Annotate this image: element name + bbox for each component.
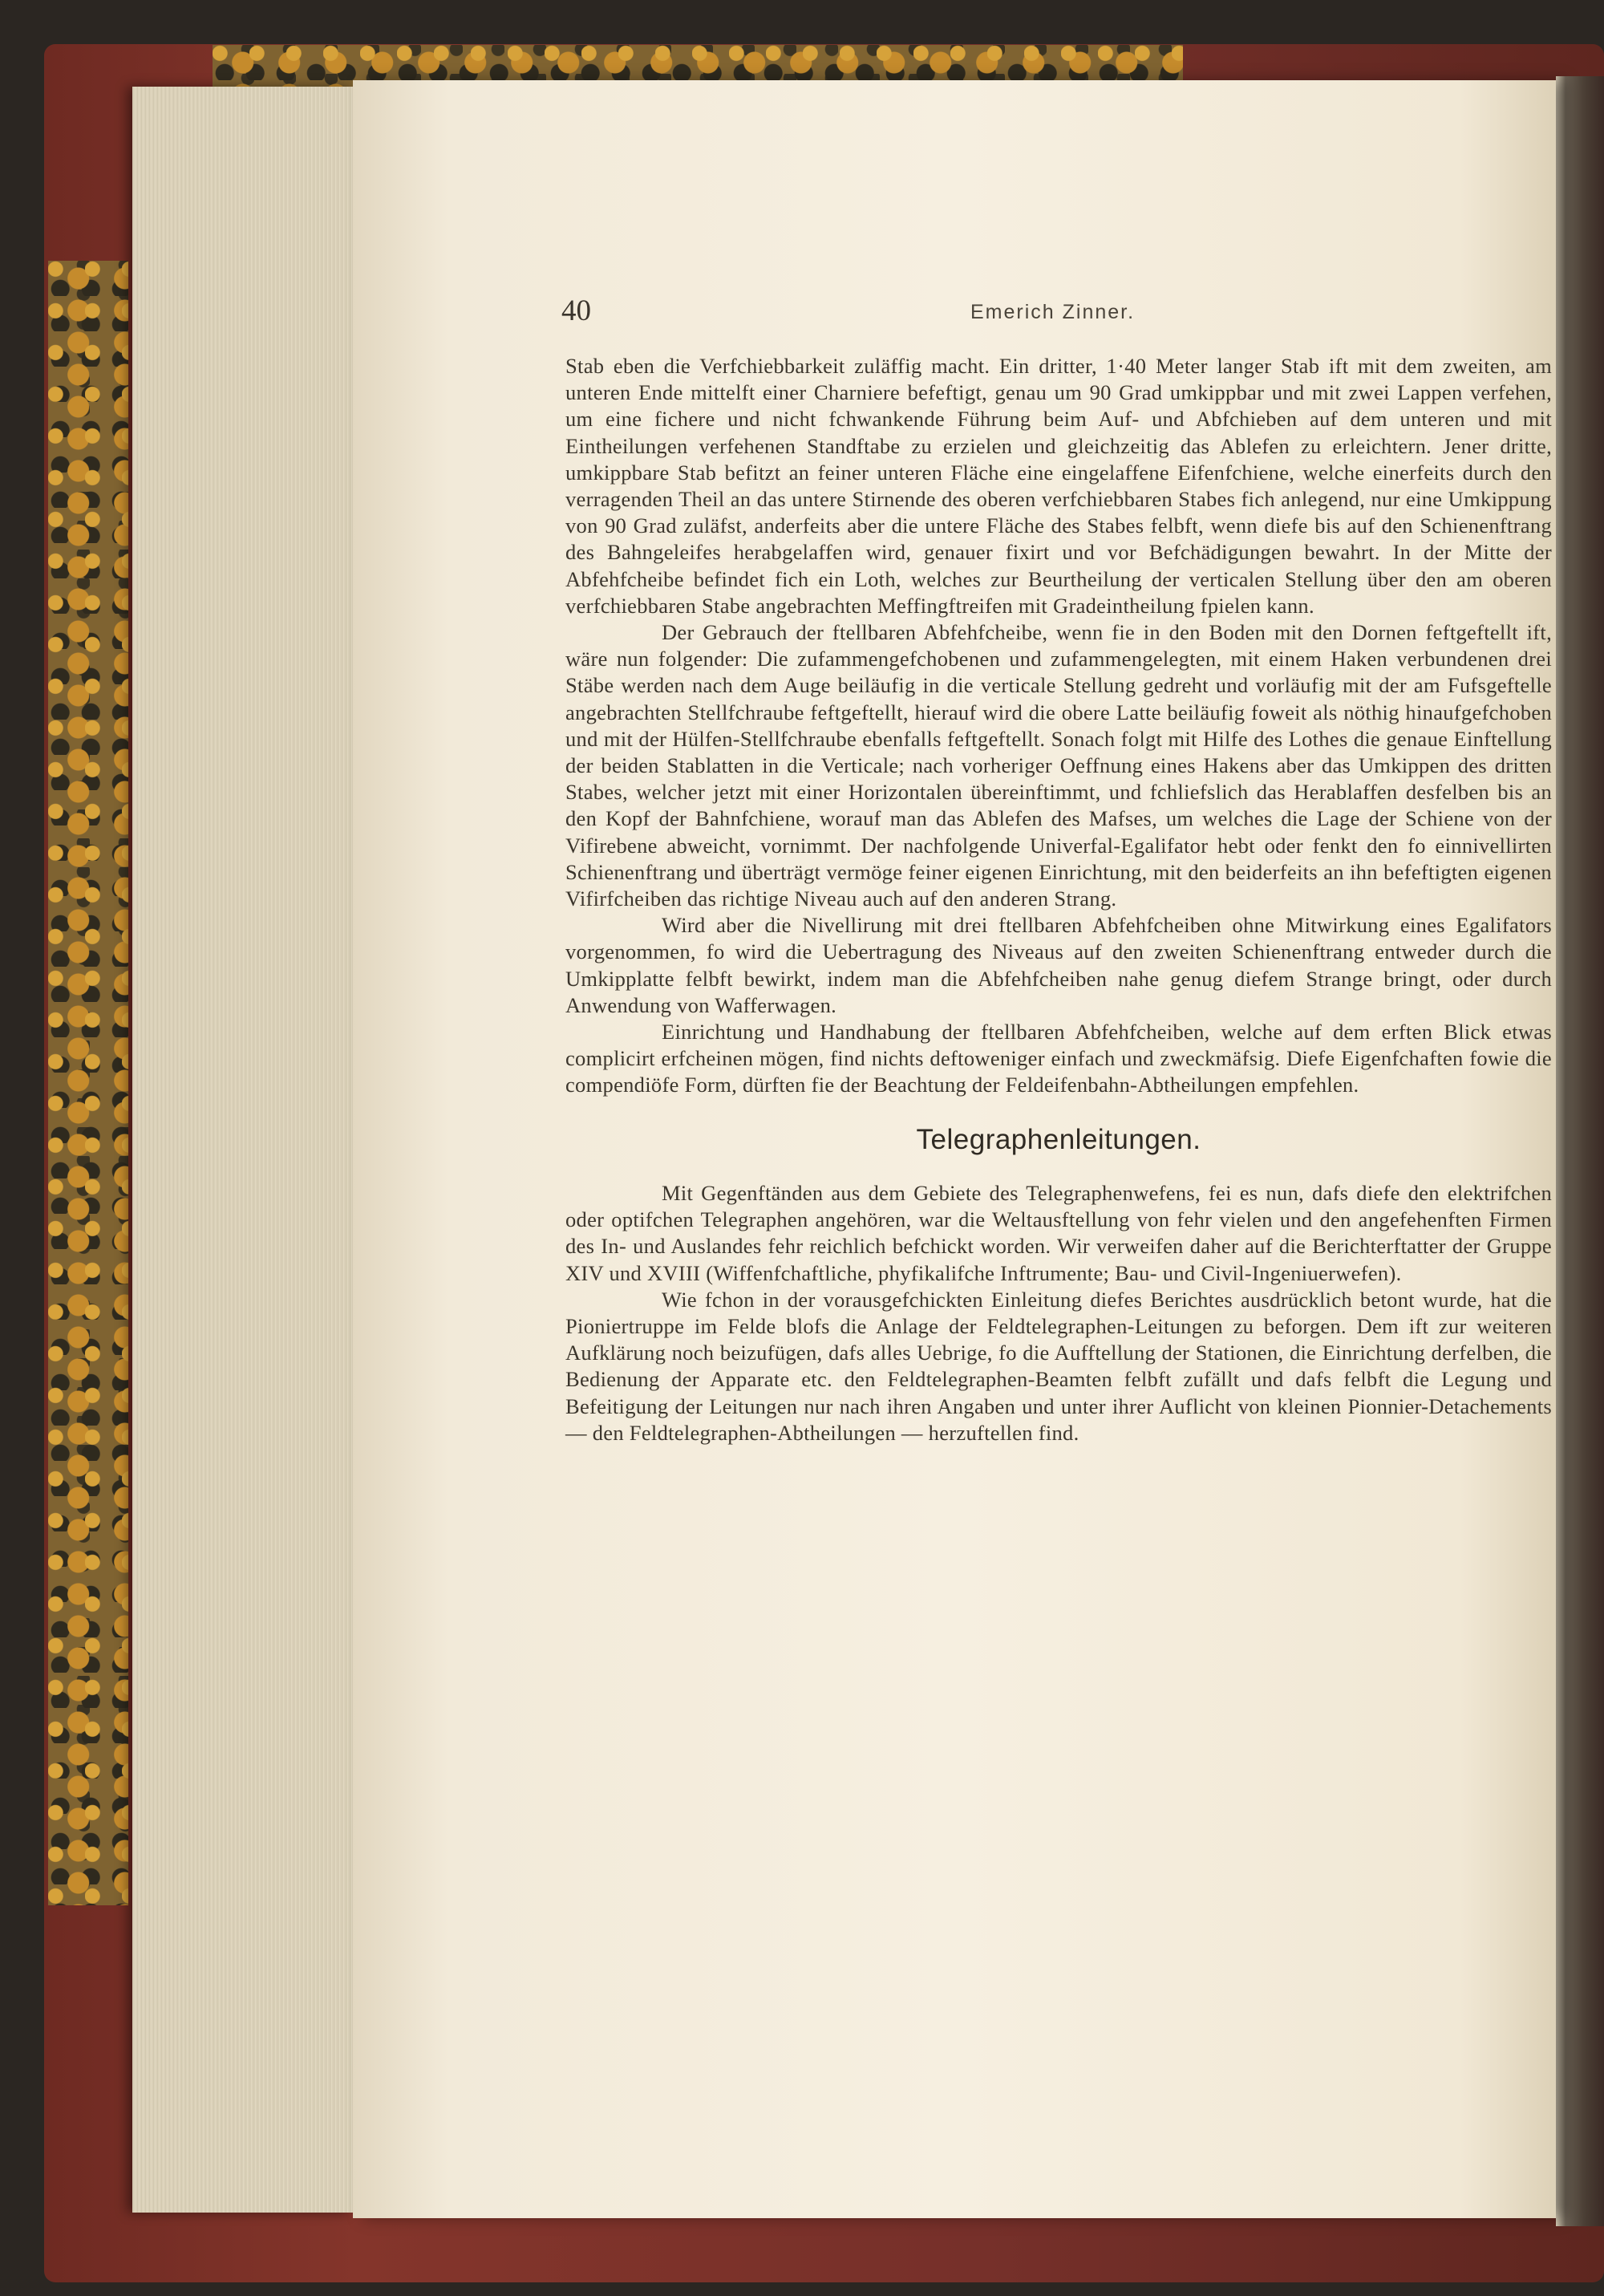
page-edges bbox=[132, 87, 353, 2213]
page-number: 40 bbox=[561, 294, 591, 327]
running-head: Emerich Zinner. bbox=[970, 301, 1136, 323]
section-title: Telegraphenleitungen. bbox=[916, 1123, 1201, 1155]
paragraph: Wie fchon in der vorausgefchickten Einleitung diefes Berichtes ausdrücklich betont wurde, hat die Pioniertruppe im Felde blofs die Anlage der Feldtelegraphen-Leitungen zu beforgen. Dem ift zur weiteren Aufklärung noch beizufügen, dafs alles Uebrige, fo die Aufftellung der Stationen, die Einrichtung derfelben, die Bedienung der Apparate etc. den Feldtelegraphen-Beamten felbft zufällt und dafs felbft die Legung und Befeitigung der Leitungen nur nach ihren Angaben und unter ihrer Auflicht von kleinen Pionnier-Detachements — den Feldtelegraphen-Abtheilungen — herzuftellen find. bbox=[565, 1287, 1552, 1445]
body-text bbox=[565, 353, 1552, 1446]
paragraph: Einrichtung und Handhabung der ftellbaren Abfehfcheiben, welche auf dem erften Blick etwas complicirt erfcheinen mögen, find nichts deftoweniger einfach und zweckmäfsig. Diefe Eigenfchaften fowie die compendiöfe Form, dürften fie der Beachtung der Feldeifenbahn-Abtheilungen empfehlen. bbox=[565, 1020, 1552, 1097]
paragraph: Mit Gegenftänden aus dem Gebiete des Telegraphenwefens, fei es nun, dafs diefe den elektrifchen oder optifchen Telegraphen angehören, war die Weltausftellung von fehr vielen und den angefehenften Firmen des In- und Auslandes fehr reichlich befchickt worden. Wir verweifen daher auf die Berichterftatter der Gruppe XIV und XVIII (Wiffenfchaftliche, phyfikalifche Inftrumente; Bau- und Civil-Ingeniuerwefen). bbox=[565, 1180, 1552, 1285]
paragraph: Stab eben die Verfchiebbarkeit zuläffig macht. Ein dritter, 1·40 Meter langer Stab ift mit dem zweiten, am unteren Ende mittelft einer Charniere befeftigt, genau um 90 Grad umkippbar und mit zwei Lappen verfehen, um eine fichere und nicht fchwankende Führung beim Auf- und Abfchieben auf dem unteren und mit Eintheilungen verfehenen Standftabe zu erzielen und gleichzeitig das Ablefen zu erleichtern. Jener dritte, umkippbare Stab befitzt an feiner unteren Fläche eine eingelaffene Eifenfchiene, welche einerfeits durch den verragenden Theil an das untere Stirnende des oberen verfchiebbaren Stabes fich anlegend, nur eine Umkippung von 90 Grad zuläfst, anderfeits aber die untere Fläche des Stabes felbft, wenn diefe bis auf den Schienenftrang des Bahngeleifes herabgelaffen wird, genauer fixirt und vor Befchädigungen bewahrt. In der Mitte der Abfehfcheibe befindet fich ein Loth, welches zur Beurtheilung der verticalen Stellung über den am oberen verfchiebbaren Stabe angebrachten Meffingftreifen mit Gradeintheilung fpielen kann. bbox=[565, 354, 1552, 618]
paragraph: Wird aber die Nivellirung mit drei ftellbaren Abfehfcheiben ohne Mitwirkung eines Egalifators vorgenommen, fo wird die Uebertragung des Niveaus auf den zweiten Schienenftrang entweder durch die Umkipplatte felbft bewirkt, indem man die Abfehfcheiben nahe genug diefem Strange bringt, oder durch Anwendung von Wafferwagen. bbox=[565, 913, 1552, 1017]
page-header bbox=[561, 294, 1548, 329]
book-gutter bbox=[1556, 76, 1604, 2226]
paragraph: Der Gebrauch der ftellbaren Abfehfcheibe, wenn fie in den Boden mit den Dornen feftgeftellt ift, wäre nun folgender: Die zufammengefchobenen und zufammengelegten, mit einem Haken verbundenen drei Stäbe werden nach dem Auge beiläufig in die verticale Stellung gedreht und vorläufig mit der am Fufsgeftelle angebrachten Stellfchraube feftgeftellt, hierauf wird die obere Latte beiläufig foweit als nöthig hinaufgefchoben und mit der Hülfen-Stellfchraube ebenfalls feftgeftellt. Sonach folgt mit Hilfe des Lothes die genaue Einftellung der beiden Stablatten in die Verticale; nach vorheriger Oeffnung eines Hakens aber das Umkippen des dritten Stabes, welcher jetzt mit einer Horizontalen übereinftimmt, und fchliefslich das Herablaffen desfelben bis an den Kopf der Bahnfchiene, worauf man das Ablefen des Mafses, um welches die Lage der Schiene von der Vifirebene abweicht, vornimmt. Der nachfolgende Univerfal-Egalifator hebt oder fenkt den fo einnivellirten Schienenftrang und überträgt vermöge feiner eigenen Einrichtung, mit den beiderfeits an ihn befeftigten eigenen Vifirfcheiben das richtige Niveau auch auf den anderen Strang. bbox=[565, 620, 1552, 911]
marbled-endpaper-left bbox=[48, 261, 128, 1905]
